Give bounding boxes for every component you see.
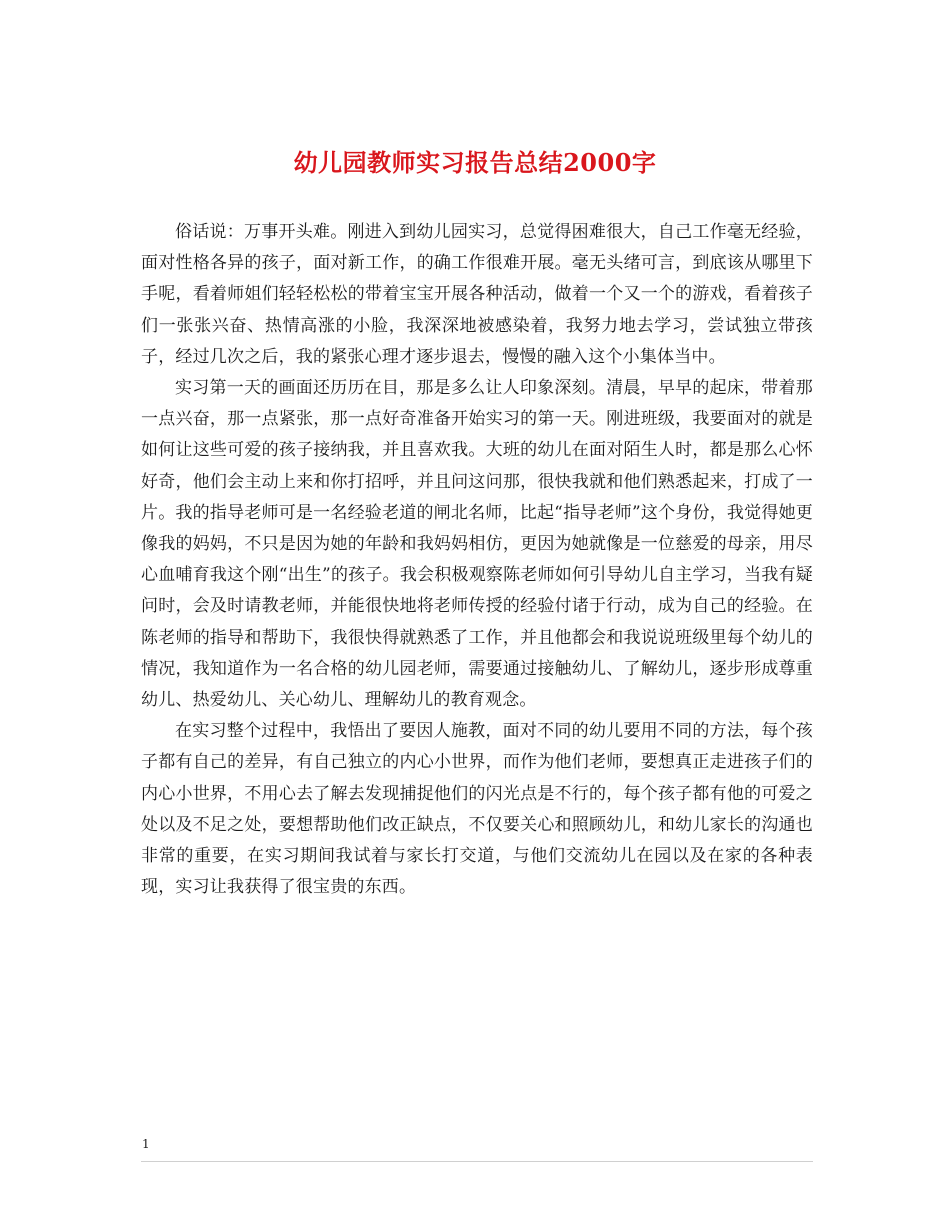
paragraph-1: 俗话说：万事开头难。刚进入到幼儿园实习，总觉得困难很大，自己工作毫无经验，面对性格各异的孩子，面对新工作，的确工作很难开展。毫无头绪可言，到底该从哪里下手呢，看着师姐们轻轻松松的带着宝宝开展各种活动，做着一个又一个的游戏，看着孩子们一张张兴奋、热情高涨的小脸，我深深地被感染着，我努力地去学习，尝试独立带孩子，经过几次之后，我的紧张心理才逐步退去，慢慢的融入这个小集体当中。 xyxy=(141,222,813,367)
paragraph-3: 在实习整个过程中，我悟出了要因人施教，面对不同的幼儿要用不同的方法，每个孩子都有自己的差异，有自己独立的内心小世界，而作为他们老师，要想真正走进孩子们的内心小世界，不用心去了解去发现捕捉他们的闪光点是不行的，每个孩子都有他的可爱之处以及不足之处，要想帮助他们改正缺点，不仅要关心和照顾幼儿，和幼儿家长的沟通也非常的重要，在实习期间我试着与家长打交道，与他们交流幼儿在园以及在家的各种表现，实习让我获得了很宝贵的东西。 xyxy=(141,721,813,898)
document-body xyxy=(141,217,813,903)
document-title: 幼儿园教师实习报告总结2000字 xyxy=(293,148,657,177)
footer-divider xyxy=(141,1161,813,1162)
page-number: 1 xyxy=(142,1137,150,1151)
paragraph-2: 实习第一天的画面还历历在目，那是多么让人印象深刻。清晨，早早的起床，带着那一点兴奋，那一点紧张，那一点好奇准备开始实习的第一天。刚进班级，我要面对的就是如何让这些可爱的孩子接纳我，并且喜欢我。大班的幼儿在面对陌生人时，都是那么心怀好奇，他们会主动上来和你打招呼，并且问这问那，很快我就和他们熟悉起来，打成了一片。我的指导老师可是一名经验老道的闸北名师，比起“指导老师”这个身份，我觉得她更像我的妈妈，不只是因为她的年龄和我妈妈相仿，更因为她就像是一位慈爱的母亲，用尽心血哺育我这个刚“出生”的孩子。我会积极观察陈老师如何引导幼儿自主学习，当我有疑问时，会及时请教老师，并能很快地将老师传授的经验付诸于行动，成为自己的经验。在陈老师的指导和帮助下，我很快得就熟悉了工作，并且他都会和我说说班级里每个幼儿的情况，我知道作为一名合格的幼儿园老师，需要通过接触幼儿、了解幼儿，逐步形成尊重幼儿、热爱幼儿、关心幼儿、理解幼儿的教育观念。 xyxy=(141,378,813,711)
